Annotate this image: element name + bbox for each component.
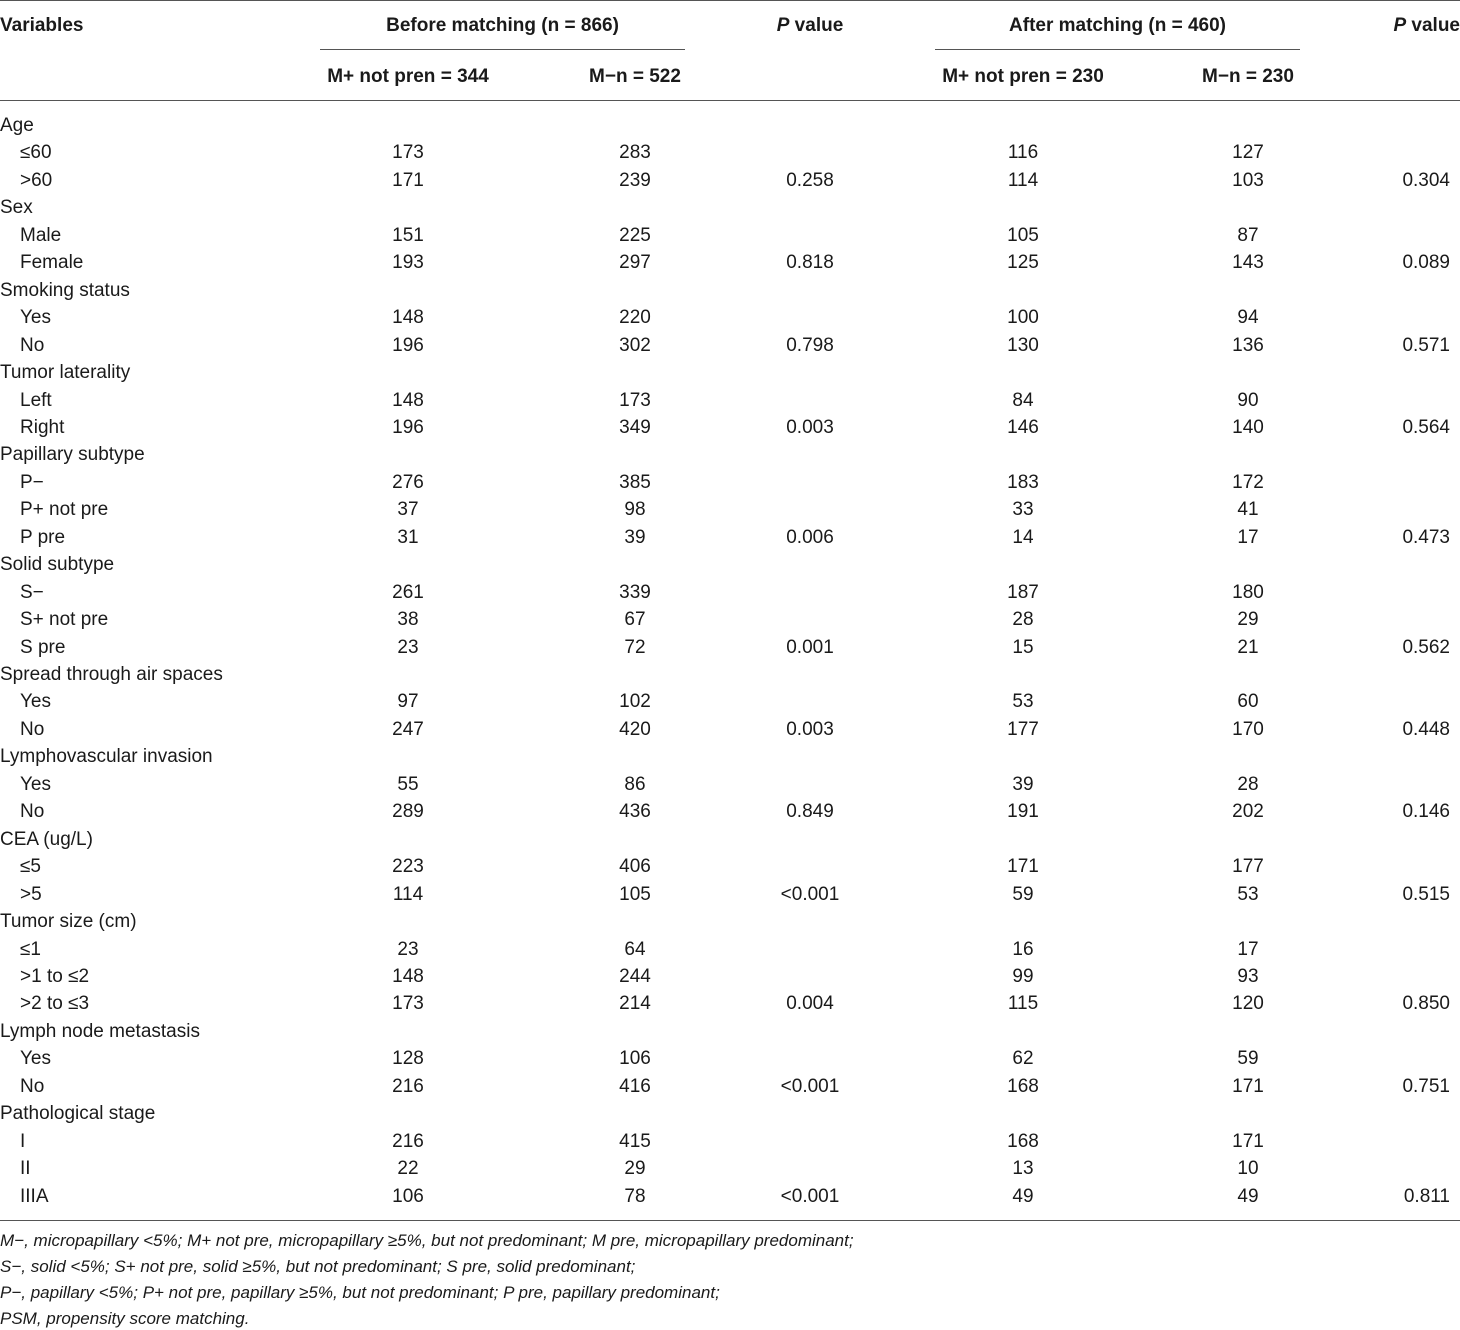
cell-after-mneg: 177	[1232, 856, 1264, 877]
row-label: ≤1	[20, 939, 41, 960]
cell-before-mplus: 151	[392, 225, 424, 246]
cell-after-mplus: 187	[1007, 582, 1039, 603]
cell-before-mneg: 39	[624, 527, 646, 548]
cell-after-mneg: 171	[1232, 1076, 1264, 1097]
cell-before-mplus: 223	[392, 856, 424, 877]
cell-before-mplus: 23	[397, 939, 419, 960]
cell-p-after: 0.562	[1402, 637, 1450, 658]
row-label: Yes	[20, 774, 51, 795]
cell-before-mplus: 55	[397, 774, 419, 795]
cell-before-mneg: 339	[619, 582, 651, 603]
row-label: ≤5	[20, 856, 41, 877]
row-label: Right	[20, 417, 65, 438]
cell-after-mneg: 172	[1232, 472, 1264, 493]
cell-before-mplus: 196	[392, 335, 424, 356]
cell-after-mplus: 59	[1012, 884, 1034, 905]
cell-p-before: 0.004	[786, 993, 834, 1014]
cell-after-mneg: 143	[1232, 252, 1264, 273]
cell-before-mplus: 128	[392, 1048, 424, 1069]
cell-before-mneg: 420	[619, 719, 651, 740]
row-label: II	[20, 1158, 31, 1179]
row-label: Yes	[20, 691, 51, 712]
cell-before-mneg: 86	[624, 774, 646, 795]
cell-before-mplus: 31	[397, 527, 419, 548]
header-p-value-before	[760, 15, 860, 37]
row-label: S−	[20, 582, 44, 603]
row-label: IIIA	[20, 1186, 49, 1207]
cell-before-mneg: 173	[619, 390, 651, 411]
cell-before-mplus: 148	[392, 390, 424, 411]
row-label: P+ not pre	[20, 499, 109, 520]
cell-p-before: 0.003	[786, 719, 834, 740]
cell-before-mplus: 22	[397, 1158, 419, 1179]
cell-after-mplus: 168	[1007, 1131, 1039, 1152]
row-group-label: Age	[0, 115, 34, 136]
cell-after-mneg: 17	[1237, 939, 1259, 960]
row-group-label: Solid subtype	[0, 554, 115, 575]
cell-after-mplus: 177	[1007, 719, 1039, 740]
spanner-rule-after	[935, 49, 1300, 50]
cell-after-mplus: 105	[1007, 225, 1039, 246]
cell-p-before: 0.258	[786, 170, 834, 191]
row-group-label: Papillary subtype	[0, 444, 145, 465]
cell-before-mplus: 173	[392, 142, 424, 163]
row-label: Female	[20, 252, 84, 273]
row-group-label: Tumor laterality	[0, 362, 131, 383]
row-group-label: Lymphovascular invasion	[0, 746, 213, 767]
cell-before-mneg: 406	[619, 856, 651, 877]
row-label: I	[20, 1131, 26, 1152]
top-rule	[0, 0, 1460, 1]
row-label: No	[20, 1076, 45, 1097]
cell-before-mneg: 220	[619, 307, 651, 328]
cell-after-mneg: 53	[1237, 884, 1259, 905]
cell-p-after: 0.146	[1402, 801, 1450, 822]
cell-before-mneg: 106	[619, 1048, 651, 1069]
cell-after-mplus: 114	[1007, 170, 1039, 191]
cell-after-mplus: 100	[1007, 307, 1039, 328]
row-group-label: Pathological stage	[0, 1103, 156, 1124]
cell-p-after: 0.811	[1403, 1186, 1450, 1207]
cell-before-mneg: 29	[624, 1158, 646, 1179]
row-label: P−	[20, 472, 44, 493]
row-group-label: Tumor size (cm)	[0, 911, 137, 932]
cell-p-before: <0.001	[780, 884, 840, 905]
cell-p-after: 0.473	[1402, 527, 1450, 548]
cell-after-mplus: 33	[1012, 499, 1034, 520]
header-p-value-after	[1380, 15, 1460, 37]
cell-after-mplus: 15	[1012, 637, 1034, 658]
row-label: Yes	[20, 1048, 51, 1069]
cell-after-mneg: 93	[1237, 966, 1259, 987]
spanner-rule-before	[320, 49, 685, 50]
header-after-matching: After matching (n = 460)	[1009, 15, 1226, 36]
cell-after-mneg: 10	[1237, 1158, 1259, 1179]
header-variables: Variables	[0, 15, 84, 36]
cell-p-before: <0.001	[780, 1186, 840, 1207]
subheader-after-group-2: M−n = 230	[1202, 66, 1294, 87]
cell-after-mplus: 84	[1012, 390, 1034, 411]
cell-after-mplus: 62	[1012, 1048, 1034, 1069]
cell-before-mneg: 302	[619, 335, 651, 356]
cell-before-mneg: 67	[624, 609, 646, 630]
cell-before-mneg: 225	[619, 225, 651, 246]
row-label: Yes	[20, 307, 51, 328]
cell-after-mneg: 140	[1232, 417, 1264, 438]
cell-after-mneg: 60	[1237, 691, 1259, 712]
cell-before-mneg: 349	[619, 417, 651, 438]
subheader-before-group-1: M+ not pren = 344	[327, 66, 489, 87]
cell-before-mneg: 78	[624, 1186, 646, 1207]
cell-before-mplus: 196	[392, 417, 424, 438]
cell-after-mneg: 59	[1237, 1048, 1259, 1069]
cell-before-mneg: 244	[619, 966, 651, 987]
cell-p-before: 0.818	[786, 252, 834, 273]
cell-after-mneg: 49	[1237, 1186, 1259, 1207]
cell-p-before: 0.001	[786, 637, 834, 658]
cell-after-mplus: 130	[1007, 335, 1039, 356]
cell-after-mneg: 120	[1232, 993, 1264, 1014]
row-label: ≤60	[20, 142, 52, 163]
cell-before-mplus: 193	[392, 252, 424, 273]
cell-after-mneg: 21	[1237, 637, 1259, 658]
cell-p-before: 0.006	[786, 527, 834, 548]
cell-p-after: 0.304	[1402, 170, 1450, 191]
cell-after-mneg: 90	[1237, 390, 1259, 411]
cell-before-mplus: 261	[392, 582, 424, 603]
row-label: No	[20, 335, 45, 356]
cell-before-mneg: 98	[624, 499, 646, 520]
cell-before-mneg: 239	[619, 170, 651, 191]
cell-after-mplus: 16	[1012, 939, 1034, 960]
row-label: No	[20, 801, 45, 822]
cell-after-mplus: 53	[1012, 691, 1034, 712]
subheader-after-group-1: M+ not pren = 230	[942, 66, 1104, 87]
cell-before-mplus: 148	[392, 307, 424, 328]
cell-before-mneg: 105	[619, 884, 651, 905]
row-group-label: Smoking status	[0, 280, 130, 301]
cell-before-mplus: 173	[392, 993, 424, 1014]
row-group-label: Lymph node metastasis	[0, 1021, 200, 1042]
cell-before-mneg: 102	[619, 691, 651, 712]
row-label: Left	[20, 390, 52, 411]
cell-before-mplus: 114	[392, 884, 424, 905]
cell-before-mneg: 416	[619, 1076, 651, 1097]
cell-after-mplus: 171	[1007, 856, 1039, 877]
cell-before-mneg: 214	[619, 993, 651, 1014]
cell-before-mneg: 436	[619, 801, 651, 822]
cell-p-before: <0.001	[780, 1076, 840, 1097]
cell-after-mneg: 103	[1232, 170, 1264, 191]
footnote-line: PSM, propensity score matching.	[0, 1309, 250, 1328]
cell-p-before: 0.003	[786, 417, 834, 438]
header-p-italic: P	[1393, 15, 1407, 36]
cell-after-mplus: 191	[1007, 801, 1039, 822]
cell-after-mneg: 171	[1232, 1131, 1264, 1152]
row-label: Male	[20, 225, 62, 246]
cell-after-mneg: 87	[1237, 225, 1259, 246]
cell-before-mplus: 276	[392, 472, 424, 493]
cell-after-mneg: 202	[1232, 801, 1264, 822]
cell-before-mneg: 385	[619, 472, 651, 493]
row-group-label: CEA (ug/L)	[0, 829, 93, 850]
cell-before-mneg: 297	[619, 252, 651, 273]
cell-after-mplus: 13	[1012, 1158, 1034, 1179]
row-group-label: Sex	[0, 197, 33, 218]
cell-after-mplus: 168	[1007, 1076, 1039, 1097]
cell-p-after: 0.089	[1402, 252, 1450, 273]
cell-after-mplus: 116	[1007, 142, 1039, 163]
row-label: No	[20, 719, 45, 740]
cell-p-before: 0.849	[786, 801, 834, 822]
cell-after-mplus: 14	[1012, 527, 1034, 548]
cell-p-after: 0.448	[1402, 719, 1450, 740]
cell-before-mneg: 283	[619, 142, 651, 163]
cell-after-mneg: 136	[1232, 335, 1264, 356]
cell-after-mneg: 28	[1237, 774, 1259, 795]
cell-after-mneg: 127	[1232, 142, 1264, 163]
cell-before-mplus: 148	[392, 966, 424, 987]
cell-before-mplus: 106	[392, 1186, 424, 1207]
row-label: >5	[20, 884, 42, 905]
cell-after-mplus: 115	[1007, 993, 1039, 1014]
cell-before-mplus: 289	[392, 801, 424, 822]
row-label: >60	[20, 170, 53, 191]
cell-after-mneg: 180	[1232, 582, 1264, 603]
footnote-line: S−, solid <5%; S+ not pre, solid ≥5%, but not predominant; S pre, solid predominant;	[0, 1257, 636, 1276]
cell-after-mneg: 17	[1237, 527, 1259, 548]
cell-p-after: 0.751	[1402, 1076, 1450, 1097]
row-label: S pre	[20, 637, 66, 658]
row-group-label: Spread through air spaces	[0, 664, 223, 685]
cell-before-mneg: 64	[624, 939, 646, 960]
cell-after-mneg: 94	[1237, 307, 1259, 328]
header-p-rest: value	[1406, 15, 1460, 36]
footnote-line: M−, micropapillary <5%; M+ not pre, micropapillary ≥5%, but not predominant; M pre, micropapillary predominant;	[0, 1231, 854, 1250]
header-p-italic: P	[776, 15, 790, 36]
cell-after-mneg: 29	[1237, 609, 1259, 630]
cell-after-mplus: 28	[1012, 609, 1034, 630]
cell-after-mplus: 49	[1012, 1186, 1034, 1207]
cell-p-before: 0.798	[786, 335, 834, 356]
row-label: S+ not pre	[20, 609, 109, 630]
row-label: P pre	[20, 527, 66, 548]
cell-after-mplus: 39	[1012, 774, 1034, 795]
cell-after-mplus: 99	[1012, 966, 1034, 987]
cell-after-mplus: 183	[1007, 472, 1039, 493]
cell-p-after: 0.515	[1402, 884, 1450, 905]
cell-before-mplus: 171	[392, 170, 424, 191]
footnote-line: P−, papillary <5%; P+ not pre, papillary ≥5%, but not predominant; P pre, papillary predominant;	[0, 1283, 720, 1302]
cell-before-mplus: 23	[397, 637, 419, 658]
cell-before-mplus: 97	[397, 691, 419, 712]
cell-before-mplus: 216	[392, 1131, 424, 1152]
bottom-rule	[0, 1220, 1460, 1221]
header-p-rest: value	[789, 15, 844, 36]
cell-after-mplus: 125	[1007, 252, 1039, 273]
cell-before-mplus: 38	[397, 609, 419, 630]
header-before-matching: Before matching (n = 866)	[386, 15, 619, 36]
cell-before-mplus: 216	[392, 1076, 424, 1097]
cell-before-mneg: 72	[624, 637, 646, 658]
subheader-before-group-2: M−n = 522	[589, 66, 681, 87]
cell-after-mplus: 146	[1007, 417, 1039, 438]
cell-p-after: 0.571	[1402, 335, 1450, 356]
cell-after-mneg: 170	[1232, 719, 1264, 740]
cell-before-mplus: 37	[397, 499, 419, 520]
row-label: >2 to ≤3	[20, 993, 90, 1014]
cell-after-mneg: 41	[1237, 499, 1259, 520]
row-label: >1 to ≤2	[20, 966, 90, 987]
cell-before-mneg: 415	[619, 1131, 651, 1152]
cell-before-mplus: 247	[392, 719, 424, 740]
cell-p-after: 0.564	[1402, 417, 1450, 438]
header-bottom-rule	[0, 100, 1460, 101]
cell-p-after: 0.850	[1402, 993, 1450, 1014]
